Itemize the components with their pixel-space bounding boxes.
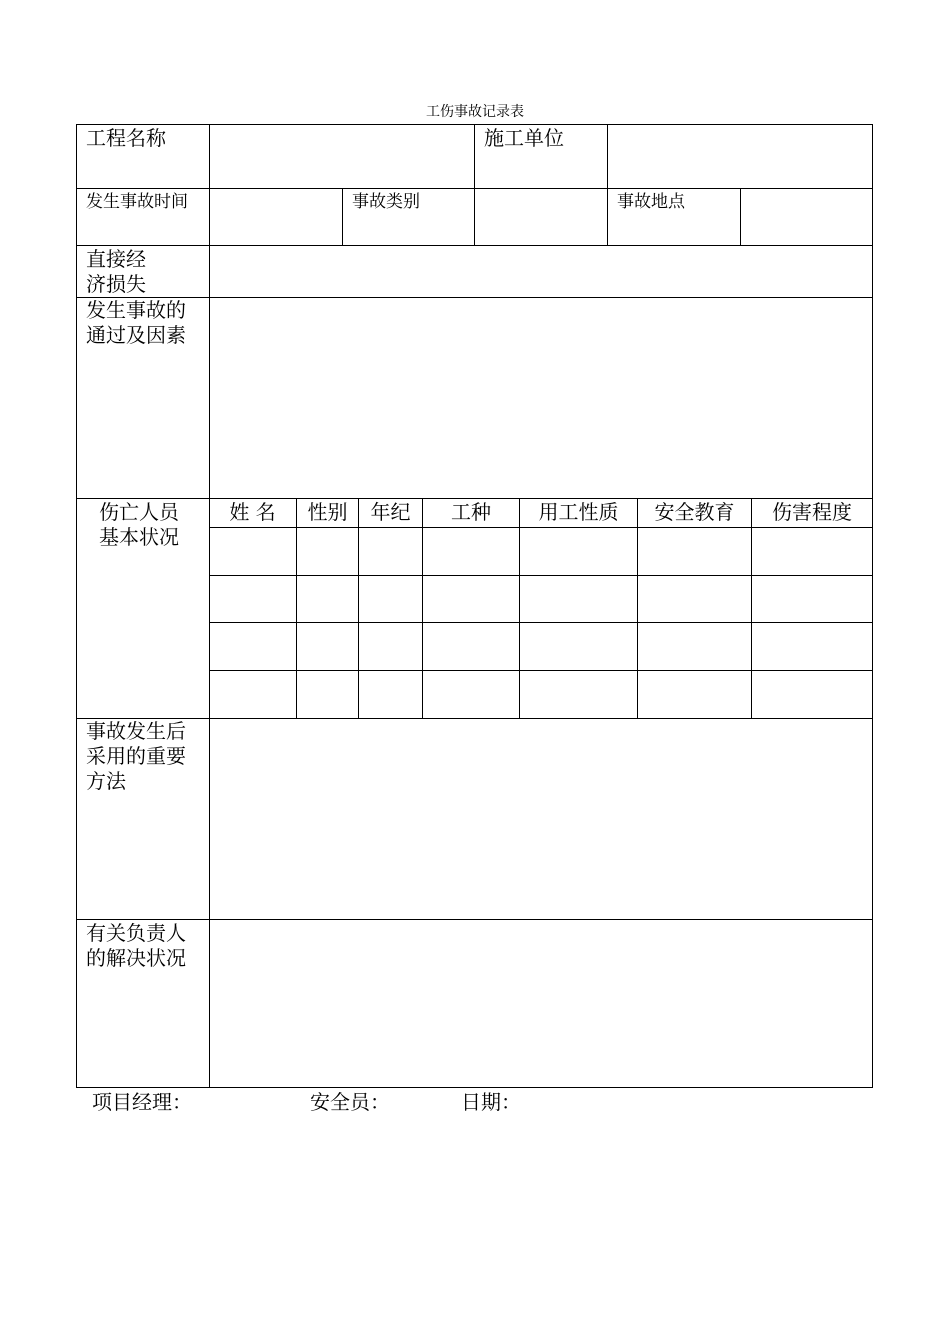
resolution-label-line2: 的解决状况 <box>86 946 186 970</box>
resolution-label <box>86 921 186 971</box>
accident-location-label: 事故地点 <box>617 192 685 212</box>
measures-label-line1: 事故发生后 <box>86 719 186 743</box>
casualty-cell[interactable] <box>297 671 358 718</box>
casualty-cell[interactable] <box>297 623 358 670</box>
row-divider <box>76 498 873 499</box>
casualty-cell[interactable] <box>638 576 751 622</box>
casualty-header-name: 姓 名 <box>229 500 276 524</box>
construction-unit-label: 施工单位 <box>484 126 564 150</box>
casualty-label-line1: 伤亡人员 <box>99 500 179 524</box>
casualty-cell[interactable] <box>752 623 872 670</box>
casualty-cell[interactable] <box>520 671 637 718</box>
casualty-header-gender: 性别 <box>307 500 348 524</box>
accident-category-label: 事故类别 <box>352 192 420 212</box>
measures-label-line3: 方法 <box>86 769 126 793</box>
safety-officer-signature-label: 安全员： <box>310 1090 390 1114</box>
process-label-line1: 发生事故的 <box>86 298 186 322</box>
measures-field[interactable] <box>210 719 872 919</box>
casualty-cell[interactable] <box>423 576 519 622</box>
measures-label <box>86 719 186 794</box>
construction-unit-field[interactable] <box>608 125 872 188</box>
form-border-bottom <box>76 1087 873 1088</box>
casualty-cell[interactable] <box>423 623 519 670</box>
casualty-cell[interactable] <box>423 671 519 718</box>
direct-loss-label-line2: 济损失 <box>86 272 146 296</box>
accident-category-field[interactable] <box>475 189 607 245</box>
column-divider <box>474 124 475 189</box>
casualty-cell[interactable] <box>520 623 637 670</box>
accident-time-label: 发生事故时间 <box>86 192 188 212</box>
casualty-cell[interactable] <box>210 623 296 670</box>
column-divider <box>607 188 608 246</box>
direct-loss-label-line1: 直接经 <box>86 247 146 271</box>
direct-loss-label <box>86 247 146 297</box>
project-name-label: 工程名称 <box>86 126 166 150</box>
casualty-header-safety-education: 安全教育 <box>654 500 735 524</box>
process-label <box>86 298 186 348</box>
form-title: 工伤事故记录表 <box>426 104 524 120</box>
casualty-cell[interactable] <box>210 528 296 575</box>
project-manager-signature-label: 项目经理： <box>92 1090 192 1114</box>
casualty-cell[interactable] <box>210 671 296 718</box>
casualty-cell[interactable] <box>297 576 358 622</box>
accident-location-field[interactable] <box>741 189 872 245</box>
casualty-cell[interactable] <box>359 576 422 622</box>
date-label: 日期： <box>461 1090 521 1114</box>
process-field[interactable] <box>210 298 872 498</box>
resolution-label-line1: 有关负责人 <box>86 921 186 945</box>
casualty-cell[interactable] <box>752 576 872 622</box>
resolution-field[interactable] <box>210 920 872 1087</box>
direct-loss-field[interactable] <box>210 246 872 297</box>
casualty-cell[interactable] <box>210 576 296 622</box>
casualty-cell[interactable] <box>359 623 422 670</box>
casualty-header-trade: 工种 <box>451 500 491 524</box>
casualty-cell[interactable] <box>638 671 751 718</box>
measures-label-line2: 采用的重要 <box>86 744 186 768</box>
casualty-cell[interactable] <box>752 671 872 718</box>
casualty-header-age: 年纪 <box>370 500 411 524</box>
casualty-cell[interactable] <box>423 528 519 575</box>
casualty-cell[interactable] <box>638 623 751 670</box>
casualty-cell[interactable] <box>752 528 872 575</box>
casualty-cell[interactable] <box>359 528 422 575</box>
casualty-header-injury-degree: 伤害程度 <box>772 500 852 524</box>
casualty-cell[interactable] <box>297 528 358 575</box>
casualty-cell[interactable] <box>520 576 637 622</box>
casualty-label-line2: 基本状况 <box>99 525 179 549</box>
form-border-right <box>872 124 873 1088</box>
column-divider <box>342 188 343 246</box>
process-label-line2: 通过及因素 <box>86 323 186 347</box>
project-name-field[interactable] <box>210 125 474 188</box>
casualty-header-employment-type: 用工性质 <box>538 500 619 524</box>
accident-time-field[interactable] <box>210 189 342 245</box>
casualty-label <box>99 500 179 550</box>
casualty-cell[interactable] <box>359 671 422 718</box>
casualty-cell[interactable] <box>520 528 637 575</box>
form-border-left <box>76 124 77 1088</box>
casualty-cell[interactable] <box>638 528 751 575</box>
